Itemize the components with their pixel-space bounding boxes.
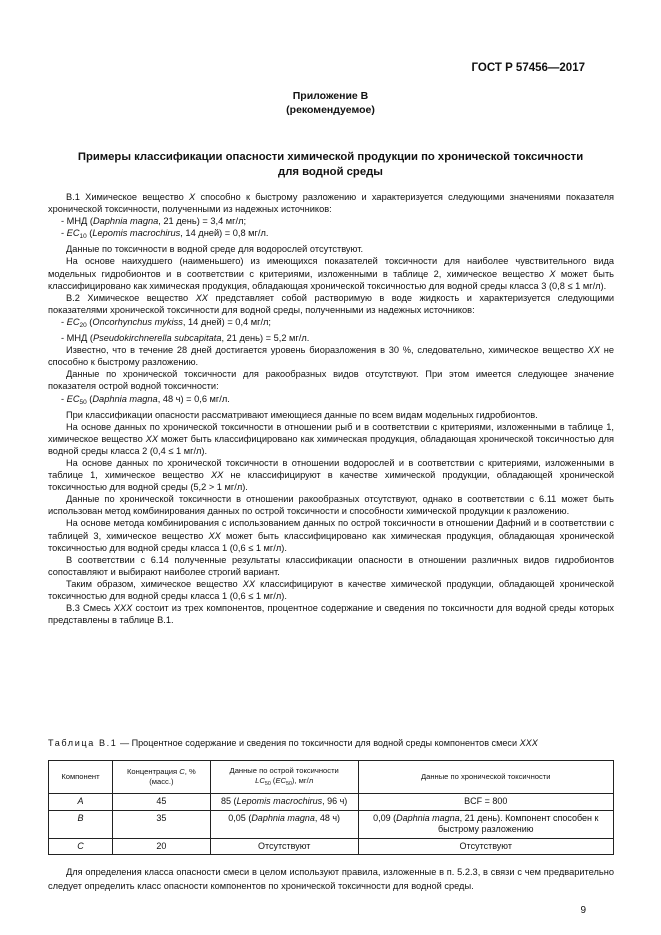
paragraph: На основе данных по хронической токсичности в отношении водорослей и в соответствии с критериями, изложенными в таблице 1, химическое вещество XX не классифицируют в качестве химической продукции, обладающей хронической токсичностью для водной среды (5,2 > 1 мг/л).	[48, 457, 615, 493]
table-row: B 35 0,05 (Daphnia magna, 48 ч) 0,09 (Daphnia magna, 21 день). Компонент способен к быстрому разложению	[49, 810, 614, 838]
paragraph: На основе наихудшего (наименьшего) из имеющихся показателей токсичности для наиболее чувствительного вида модельных гидробионтов и в соответствии с критериями, изложенными в таблице 2, химическое вещество X может быть классифицировано как химическая продукция, обладающая хронической токсичностью для водной среды класса 3 (0,8 ≤ 1 мг/л).	[48, 256, 615, 291]
column-header: Данные по острой токсичности $LC_{50}$ $(EC_{50})$, мг/л	[210, 761, 358, 794]
paragraph: В.1 Химическое вещество X способно к быстрому разложению и характеризуется следующими значениями показателя хронической токсичности, полученными из надежных источников:	[48, 192, 614, 215]
list-item: - МНД (Pseudokirchnerella subcapitata, 21 день) = 5,2 мг/л.	[61, 333, 310, 344]
body-text	[48, 191, 614, 626]
components-table	[48, 760, 614, 855]
list-item: - $EC_{10}$ (Lepomis macrochirus, 14 дней) = 0,8 мг/л.	[61, 228, 269, 241]
section-title: Примеры классификации опасности химической продукции по хронической токсичности для водной среды	[77, 151, 584, 178]
paragraph: На основе метода комбинирования с использованием данных по острой токсичности в отношении Дафний и в соответствии с таблицей 3, химическое вещество XX может быть классифицировано как химическая продукция, обладающая хронической токсичностью для водной среды класса 1 (0,6 ≤ 1 мг/л).	[48, 518, 614, 553]
appendix-subtitle: (рекомендуемое)	[286, 104, 375, 116]
list-item: - МНД (Daphnia magna, 21 день) = 3,4 мг/л;	[61, 216, 247, 227]
table-row: C 20 Отсутствуют Отсутствуют	[49, 838, 614, 855]
column-header: Данные по хронической токсичности	[358, 761, 613, 794]
page-number: 9	[580, 905, 586, 916]
closing-paragraph: Для определения класса опасности смеси в целом используют правила, изложенные в п. 5.2.3, в связи с чем предварительно следует определить класс опасности компонентов по хронической токсичности для водной среды.	[48, 867, 614, 891]
table-header-row	[49, 761, 614, 794]
paragraph: Таким образом, химическое вещество XX классифицируют в качестве химической продукции, обладающей хронической токсичностью для водной среды класса 1 (0,6 ≤ 1 мг/л).	[48, 578, 614, 601]
paragraph: В.2 Химическое вещество XX представляет собой растворимую в воде жидкость и характеризуется следующими показателями хронической токсичности для водной среды, полученными из надежных источников:	[48, 292, 614, 315]
list-item: - $EC_{20}$ (Oncorhynchus mykiss, 14 дней) = 0,4 мг/л;	[61, 316, 271, 329]
paragraph: При классификации опасности рассматривают имеющиеся данные по всем видам модельных гидробионтов.	[66, 409, 538, 420]
standard-number: ГОСТ Р 57456—2017	[471, 62, 585, 74]
paragraph: Данные по токсичности в водной среде для водорослей отсутствуют.	[66, 244, 364, 255]
column-header: Компонент	[49, 761, 113, 794]
paragraph: На основе данных по хронической токсичности в отношении рыб и в соответствии с критериями, изложенными в таблице 1, химическое вещество XX может быть классифицировано как химическая продукция, обладающая хронической токсичностью для водной среды класса 2 (0,4 ≤ 1 мг/л).	[48, 421, 614, 456]
paragraph: Данные по хронической токсичности для ракообразных видов отсутствуют. При этом имеется следующее значение показателя острой водной токсичности:	[48, 369, 614, 392]
paragraph: В.3 Смесь XXX состоит из трех компонентов, процентное содержание и сведения по токсичности для водной среды которых представлены в таблице В.1.	[48, 603, 614, 626]
appendix-title: Приложение В	[292, 90, 369, 102]
list-item: - $EC_{50}$ (Daphnia magna, 48 ч) = 0,6 мг/л.	[61, 393, 230, 406]
table-caption: Таблица В.1 — Процентное содержание и сведения по токсичности для водной среды компонентов смеси XXX	[48, 738, 538, 748]
paragraph: В соответствии с 6.14 полученные результаты классификации опасности в отношении различных видов гидробионтов сопоставляют и выбирают наиболее строгий вариант.	[48, 554, 614, 577]
table-row: A 45 85 (Lepomis macrochirus, 96 ч) BCF = 800	[49, 794, 614, 811]
paragraph: Данные по хронической токсичности в отношении ракообразных отсутствуют, однако в соответствии с 6.11 может быть использован метод комбинирования данных по острой токсичности и способности химической продукции к разложению.	[48, 494, 614, 517]
paragraph: Известно, что в течение 28 дней достигается уровень биоразложения в 30 %, следовательно, химическое вещество XX не способно к быстрому разложению.	[48, 345, 614, 368]
column-header: Концентрация C, % (масс.)	[112, 761, 210, 794]
